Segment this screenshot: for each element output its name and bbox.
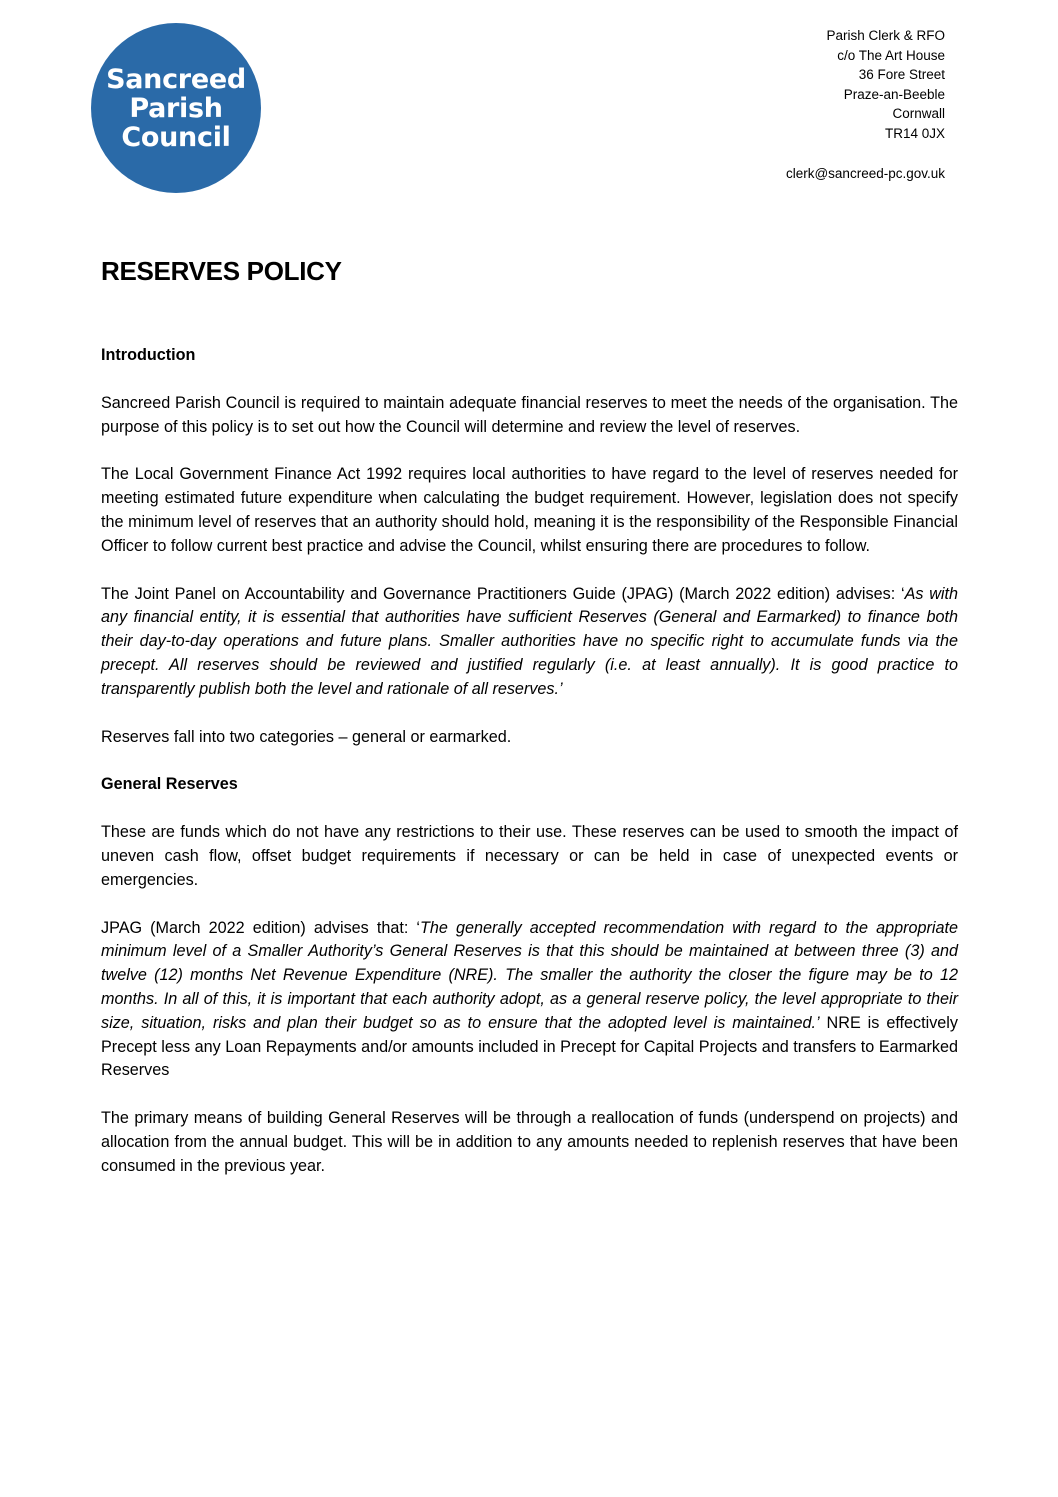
clerk-address bbox=[826, 26, 945, 143]
logo-line-3: Council bbox=[121, 121, 231, 153]
document-body bbox=[101, 344, 958, 1203]
general-paragraph-2-lead: JPAG (March 2022 edition) advises that: ‘ bbox=[101, 918, 421, 937]
intro-paragraph-4: Reserves fall into two categories – general or earmarked. bbox=[101, 727, 512, 746]
intro-paragraph-3-lead: The Joint Panel on Accountability and Governance Practitioners Guide (JPAG) (March 2022 edition) advises: ‘ bbox=[101, 584, 905, 603]
section-heading-introduction: Introduction bbox=[101, 346, 196, 364]
jpag-quote-1: As with any financial entity, it is essential that authorities have sufficient Reserves (General and Earmarked) to finance both their day-to-day operations and future plans. Smaller authorities have no specific right to accumulate funds via the precept. All reserves should be reviewed and justified regularly (i.e. at least annually). It is good practice to transparently publish both the level and rationale of all reserves.’ bbox=[101, 584, 958, 698]
intro-paragraph-2: The Local Government Finance Act 1992 requires local authorities to have regard to the level of reserves needed for meeting estimated future expenditure when calculating the budget requirement. However, legislation does not specify the minimum level of reserves that an authority should hold, meaning it is the responsibility of the Responsible Financial Officer to follow current best practice and advise the Council, whilst ensuring there are procedures to follow. bbox=[101, 465, 958, 555]
general-paragraph-3: The primary means of building General Reserves will be through a reallocation of funds (underspend on projects) and allocation from the annual budget. This will be in addition to any amounts needed to replenish reserves that have been consumed in the previous year. bbox=[101, 1109, 958, 1175]
document-title: RESERVES POLICY bbox=[101, 256, 342, 286]
council-logo bbox=[91, 23, 261, 193]
logo-line-2: Parish bbox=[129, 92, 223, 124]
general-paragraph-2 bbox=[101, 917, 958, 1084]
address-line-6: TR14 0JX bbox=[884, 125, 945, 141]
address-line-1: Parish Clerk & RFO bbox=[826, 28, 945, 43]
general-paragraph-1: These are funds which do not have any restrictions to their use. These reserves can be used to smooth the impact of uneven cash flow, offset budget requirements if necessary or can be held in case of unexpected events or emergencies. bbox=[101, 823, 958, 889]
section-heading-general-reserves: General Reserves bbox=[101, 775, 238, 794]
address-line-5: Cornwall bbox=[892, 106, 945, 121]
address-line-3: 36 Fore Street bbox=[858, 67, 945, 82]
clerk-email[interactable]: clerk@sancreed-pc.gov.uk bbox=[785, 166, 945, 181]
general-paragraph-2-tail: NRE is effectively Precept less any Loan Repayments and/or amounts included in Precept for Capital Projects and transfers to Earmarked Reserves bbox=[101, 1013, 959, 1080]
logo-line-1: Sancreed bbox=[106, 63, 246, 95]
intro-paragraph-1: Sancreed Parish Council is required to maintain adequate financial reserves to meet the needs of the organisation. The purpose of this policy is to set out how the Council will determine and review the level of reserves. bbox=[101, 393, 958, 436]
jpag-quote-2: The generally accepted recommendation with regard to the appropriate minimum level of a Smaller Authority’s General Reserves is that this should be maintained at between three (3) and twelve (12) months Net Revenue Expenditure (NRE). The smaller the authority the closer the figure may be to 12 months. In all of this, it is important that each authority adopt, as a general reserve policy, the level appropriate to their size, situation, risks and plan their budget so as to ensure that the adopted level is maintained.’ bbox=[101, 918, 958, 1032]
intro-paragraph-3 bbox=[101, 583, 958, 702]
address-line-4: Praze-an-Beeble bbox=[843, 86, 945, 102]
address-line-2: c/o The Art House bbox=[837, 47, 945, 63]
